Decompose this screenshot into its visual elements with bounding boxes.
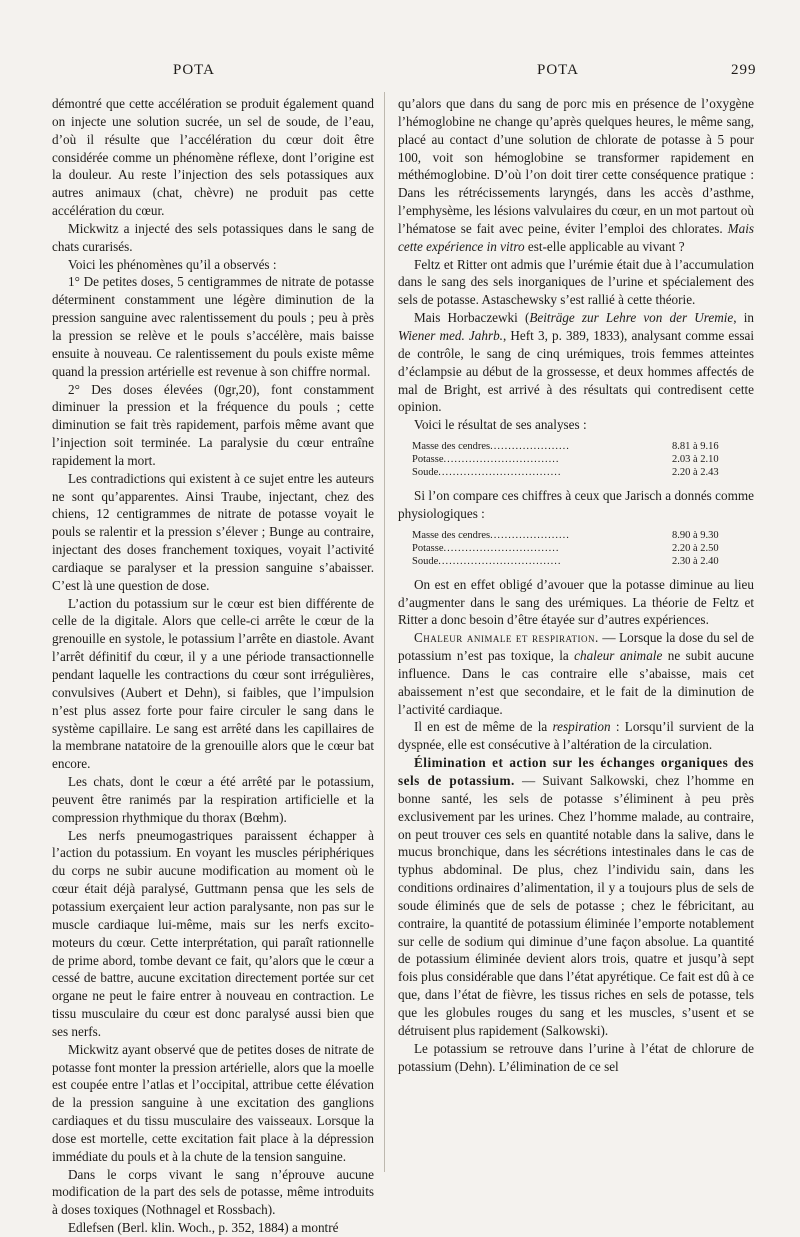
- table-row: [412, 529, 742, 542]
- paragraph-text: Mais Horbaczewki (: [414, 310, 530, 326]
- paragraph: Les chats, dont le cœur a été arrêté par le potassium, peuvent être ranimés par la respiration artificielle et la compression rhythmique du thorax (Bœhm).: [52, 774, 374, 825]
- paragraph: 1° De petites doses, 5 centigrammes de nitrate de potasse déterminent constamment une légère diminution de la pression sanguine avec ralentissement du pouls ; peu à près la pression se relève et le pouls s’accélère, mais baisse ensuite à nouveau. Ce ralentissement du pouls existe même quand la pression artérielle est revenue à son chiffre normal.: [52, 274, 374, 379]
- paragraph: Feltz et Ritter ont admis que l’urémie était due à l’accumulation dans le sang des sels inorganiques de l’urine et spécialement des sels de potasse. Astaschewsky s’est rallié à cette théorie.: [398, 256, 754, 308]
- citation-title: Beiträge zur Lehre von der Uremie: [529, 310, 734, 326]
- running-header-right: POTA: [537, 62, 579, 78]
- table-row: [412, 440, 742, 453]
- table-row: [412, 555, 742, 568]
- paragraph: Mickwitz ayant observé que de petites doses de nitrate de potasse font monter la pression artérielle, alors que la moelle est coupée entre l’atlas et l’occipital, attribue cette élévation de la pression sanguine à une excitation des ganglions cardiaques et du tissu musculaire des vaisseaux. Lorsque la dose est mortelle, cette excitation fait place à la dépression immédiate du pouls et à la chute de la tension sanguine.: [52, 1041, 374, 1164]
- running-header-left: POTA: [173, 62, 215, 78]
- row-value: 2.30 à 2.40: [672, 555, 719, 567]
- row-label: Masse des cendres......................: [412, 441, 570, 453]
- paragraph: [398, 309, 754, 416]
- paragraph: 2° Des doses élevées (0gr,20), font constamment diminuer la pression et la fréquence du pouls ; cette diminution se fait très rapidement, parfois même avant que l’injection soit terminée. La paralysie du cœur entraîne rapidement la mort.: [52, 381, 374, 468]
- row-label: Soude..................................: [412, 555, 562, 567]
- row-value: 2.20 à 2.43: [672, 467, 719, 479]
- paragraph-text: , Heft 3, p. 389, 1833), analysant comme essai de contrôle, le sang de cinq urémiques, trois femmes atteintes d’éclampsie au début de la grossesse, et deux hommes affectés de mal de Bright, est arrivé à des résultats qui contredisent cette opinion.: [398, 327, 754, 415]
- paragraph-text: — Suivant Salkowski, chez l’homme en bonne santé, les sels de potasse s’éliminent à peu près exclusivement par les urines. Chez l’homme malade, au contraire, on peut trouver ces sels en quantité notable dans la salive, dans le mucus bronchique, dans les sécrétions intestinales dans le cas de typhus abdominal. De plus, chez l’individu sain, dans les conditions ordinaires d’alimentation, il y a toujours plus de sels de soude éliminés que de sels de potasse ; chez le fébricitant, au contraire, la quantité de potassium éliminée l’emporte notablement sur celle de sodium qui diminue d’une façon absolue. La quantité de potassium éliminée devient alors trois, quatre et jusqu’à sept fois plus considérable que dans l’état apyrétique. Ce fait est dû à ce que, dans l’état de fièvre, les tissus riches en sels de potasse, tels que les globules rouges du sang et les muscles, s’usent et se détruisent plus rapidement (Salkowski).: [398, 773, 754, 1038]
- paragraph: Si l’on compare ces chiffres à ceux que Jarisch a donnés comme physiologiques :: [398, 488, 754, 521]
- row-value: 2.03 à 2.10: [672, 454, 719, 466]
- italic-text: chaleur animale: [574, 648, 663, 664]
- section-heading: Élimination et action sur les échanges organiques des sels de potassium.: [398, 755, 754, 788]
- paragraph-text: — Lorsque la dose du sel de potassium n’est pas toxique, la: [398, 630, 755, 664]
- italic-text: Mais cette expérience in vitro: [398, 220, 754, 254]
- paragraph: On est en effet obligé d’avouer que la potasse diminue au lieu d’augmenter dans le sang des urémiques. La théorie de Feltz et Ritter a donc besoin d’être étayée sur d’autres expériences.: [398, 576, 754, 628]
- row-value: 8.90 à 9.30: [672, 529, 719, 541]
- paragraph-text: , in: [733, 310, 754, 326]
- paragraph: L’action du potassium sur le cœur est bien différente de celle de la digitale. Alors que celle-ci arrête le cœur de la grenouille en systole, le potassium l’arrête en diastole. Avant l’arrêt définitif du cœur, il y a une période transactionnelle pendant laquelle les contractions du cœur sont irrégulières, convulsives (Aubert et Dehn), si faibles, que l’impulsion n’est plus assez forte pour faire circuler le sang dans le système capillaire. Le sang est arrêté dans les capillaires de la membrane natatoire de la grenouille alors que le cœur bat encore.: [52, 595, 374, 772]
- paragraph: Edlefsen (Berl. klin. Woch., p. 352, 1884) a montré: [68, 1220, 339, 1236]
- paragraph: [398, 718, 754, 754]
- italic-text: respiration: [552, 719, 611, 735]
- paragraph: Voici les phénomènes qu’il a observés :: [68, 256, 277, 272]
- column-divider: [384, 92, 385, 1172]
- paragraph: [398, 754, 754, 1040]
- row-value: 2.20 à 2.50: [672, 542, 719, 554]
- row-label: Masse des cendres......................: [412, 529, 570, 541]
- row-label: Soude..................................: [412, 467, 562, 479]
- paragraph-text: ne subit aucune influence. Dans le cas contraire elle s’abaisse, mais cet abaissement n’est que secondaire, et le fait de la diminution de l’activité cardiaque.: [398, 648, 755, 717]
- paragraph-text: qu’alors que dans du sang de porc mis en présence de l’oxygène l’hémoglobine ne change qu’après quelques heures, le même sang, placé au contact d’une solution de chlorate de potasse à 5 pour 100, voit son hémoglobine se transformer rapidement en méthémoglobine. D’où l’on doit tirer cette conséquence pratique : Dans les rétrécissements laryngés, dans les accès d’asthme, l’emphysème, les lésions valvulaires du cœur, en un mot partout où l’hématose se fait avec peine, éviter l’emploi des chlorates.: [398, 96, 754, 236]
- paragraph: Voici le résultat de ses analyses :: [414, 417, 587, 433]
- paragraph-text: : Lorsqu’il survient de la dyspnée, elle est consécutive à l’altération de la circulation.: [398, 719, 755, 753]
- paragraph: démontré que cette accélération se produit également quand on injecte une solution sucrée, un sel de soude, de l’eau, d’où il résulte que l’accélération du cœur doit être considérée comme un phénomène réflexe, dont l’origine est la douleur. Au reste l’injection des sels potassiques aux autres animaux (chat, chèvre) ne produit pas cette accélération du cœur.: [52, 96, 374, 219]
- paragraph: Dans le corps vivant le sang n’éprouve aucune modification de la part des sels de potasse, même introduits à doses toxiques (Nothnagel et Rossbach).: [52, 1166, 374, 1218]
- paragraph: [398, 629, 754, 718]
- left-column: [52, 95, 374, 1237]
- paragraph: Le potassium se retrouve dans l’urine à l’état de chlorure de potassium (Dehn). L’élimination de ce sel: [398, 1040, 754, 1074]
- paragraph: Les contradictions qui existent à ce sujet entre les auteurs ne sont qu’apparentes. Ainsi Traube, injectant, chez des chiens, 12 centigrammes de nitrate de potasse voyait le pouls se ralentir et la pression s’élever ; Bunge au contraire, injectant des doses franchement toxiques, voyait l’activité cardiaque se paralyser et la pression sanguine s’abaisser. C’est là une question de dose.: [52, 470, 374, 593]
- paragraph: Mickwitz a injecté des sels potassiques dans le sang de chats curarisés.: [52, 220, 374, 254]
- table-row: [412, 542, 742, 555]
- row-label: Potasse................................: [412, 542, 560, 554]
- citation-journal: Wiener med. Jahrb.: [398, 327, 503, 343]
- paragraph: [398, 95, 754, 256]
- table-row: [412, 466, 742, 479]
- paragraph-text: Il en est de même de la: [414, 719, 548, 735]
- section-heading: Chaleur animale et respiration.: [414, 630, 599, 646]
- paragraph-text: est-elle applicable au vivant ?: [527, 238, 685, 254]
- table-row: [412, 453, 742, 466]
- analysis-table-uremic: [412, 440, 742, 479]
- page-number: 299: [731, 62, 757, 78]
- paragraph: Les nerfs pneumogastriques paraissent échapper à l’action du potassium. En voyant les muscles périphériques du corps ne subir aucune modification au moment où le cœur était déjà paralysé, Guttmann pensa que les sels de potassium exerçaient leur action paralysante, non pas sur le muscle cardiaque lui-même, mais sur les nerfs excito-moteurs du cœur. Cette interprétation, qui paraît rationnelle de prime abord, tombe devant ce fait, qu’alors que le cœur a cessé de battre, aucune excitation directement portée sur cet organe ne peut le faire entrer à nouveau en contraction. Le tissu musculaire du cœur est donc paralysé aussi bien que ses nerfs.: [52, 827, 374, 1039]
- row-value: 8.81 à 9.16: [672, 441, 719, 453]
- analysis-table-physiological: [412, 529, 742, 568]
- row-label: Potasse................................: [412, 454, 560, 466]
- right-column: [398, 95, 754, 1075]
